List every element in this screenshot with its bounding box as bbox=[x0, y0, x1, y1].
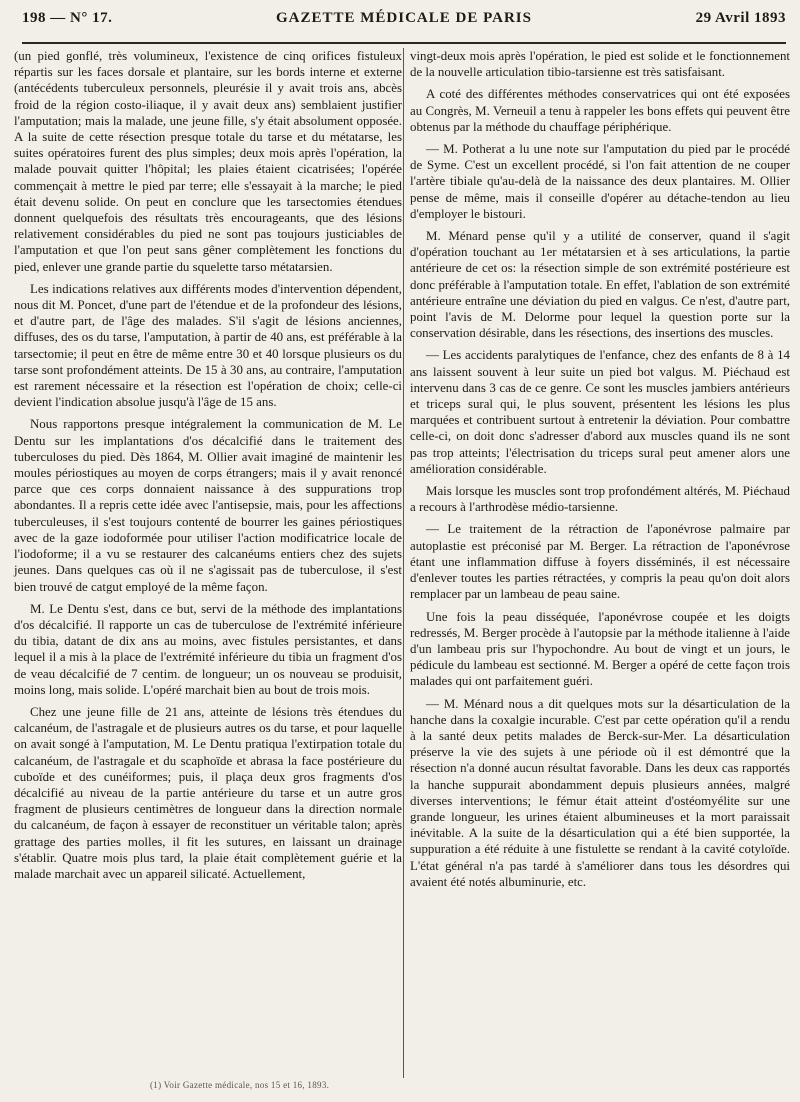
paragraph: Une fois la peau disséquée, l'aponévrose coupée et les doigts redressés, M. Berger procède à l'autopsie par la méthode italienne à l'aide d'un lambeau pris sur l'hypochondre. Au bout de vingt et un jours, le pédicule du lambeau est sectionné. M. Berger a opéré de cette façon trois malades qui ont parfaitement guéri. bbox=[410, 609, 790, 689]
page-header bbox=[22, 10, 786, 40]
paragraph: Chez une jeune fille de 21 ans, atteinte de lésions très étendues du calcanéum, de l'astragale et de plusieurs autres os du tarse, et pour laquelle on avait songé à l'amputation, M. Le Dentu pratiqua l'extirpation totale du calcanéum, de l'astragale et du scaphoïde et abrasa la face postérieure du cuboïde et des cunéiformes; puis, il plaça deux gros fragments d'os décalcifié au niveau de la partie antérieure du tarse et un autre gros fragment de plusieurs centimètres de longueur dans la direction normale du calcanéum, de façon à essayer de reconstituer un véritable talon; après grattage des parties molles, il fit les sutures, en laissant un drainage s'établir. Quatre mois plus tard, la plaie était complètement guérie et la malade marchait avec un appareil silicaté. Actuellement, bbox=[14, 704, 402, 881]
right-column bbox=[410, 48, 790, 896]
left-column bbox=[14, 48, 402, 888]
paragraph: — Le traitement de la rétraction de l'aponévrose palmaire par autoplastie est préconisé par M. Berger. La rétraction de l'aponévrose étant une inflammation diffuse à foyers disséminés, il est nécessaire d'enlever toutes les parties rétractées, y compris la peau qu'on doit alors remplacer par un lambeau de peau saine. bbox=[410, 522, 790, 602]
paragraph: vingt-deux mois après l'opération, le pied est solide et le fonctionnement de la nouvelle articulation tibio-tarsienne est très satisfaisant. bbox=[410, 49, 790, 80]
paragraph: M. Le Dentu s'est, dans ce but, servi de la méthode des implantations d'os décalcifié. Il rapporte un cas de tuberculose de l'extrémité inférieure du tibia, datant de dix ans au moins, avec fistules persistantes, et dans lequel il a mis à la place de l'extrémité inférieure du tibia un fragment d'os de veau décalcifié de 7 centim. de longueur; un os nouveau se produisit, moins long, mais solide. L'opéré marchait bien au bout de trois mois. bbox=[14, 601, 402, 697]
paragraph: — Les accidents paralytiques de l'enfance, chez des enfants de 8 à 14 ans laissent souvent à leur suite un pied bot valgus. M. Piéchaud est intervenu dans 3 cas de ce genre. Ce sont les muscles jambiers antérieurs et triceps sural qui, le plus souvent, présentent les lésions les plus marquées et contribuent surtout à entretenir la déviation. Pour combattre celle-ci, on doit donc s'adresser d'abord aux muscles quand ils ne sont pas trop atteints; l'électrisation du triceps sural peut amener alors une amélioration considérable. bbox=[410, 348, 790, 476]
paragraph: — M. Ménard nous a dit quelques mots sur la désarticulation de la hanche dans la coxalgie incurable. C'est par cette opération qu'il a rendu à la santé deux petits malades de Berck-sur-Mer. La désarticulation préserve la vie des sujets à une période où il est démontré que la résection n'a donné aucun résultat favorable. Dans les deux cas rapportés la hanche suppurait abondamment depuis plusieurs années, malgré diverses interventions; le fémur était atteint d'ostéomyélite sur une grande longueur, les urines étaient albumineuses et la mort paraissait inévitable. A la suite de la désarticulation qui a été bien supportée, la suppuration a été réduite à une fistulette se rendant à la cavité cotyloïde. L'état général n'a pas tardé à s'améliorer dans tous les désordres qui avaient été notés albuminurie, etc. bbox=[410, 696, 790, 889]
journal-title: GAZETTE MÉDICALE DE PARIS bbox=[275, 10, 532, 26]
paragraph: Nous rapportons presque intégralement la communication de M. Le Dentu sur les implantations d'os décalcifié dans le traitement des tuberculoses du pied. Dès 1864, M. Ollier avait imaginé de maintenir les moules périostiques au moyen de corps étrangers; mais il y avait renoncé parce que ces corps donnaient naissance à des suppurations trop abondantes. Il a repris cette idée avec l'antisepsie, mais, pour les affections tuberculeuses, il s'est toujours contenté de bourrer les gaines périostiques avec de la gaze iodoformée pour utiliser l'action modificatrice locale de l'iodoforme; il a vu se restaurer des calcanéums entiers chez des sujets jeunes. Dans quelques cas où il ne s'agissait pas de tuberculose, il s'est bien trouvé de catgut employé de la même façon. bbox=[14, 417, 402, 594]
header-rule bbox=[22, 42, 786, 44]
page-number: 198 — N° 17. bbox=[22, 10, 113, 26]
paragraph: Les indications relatives aux différents modes d'intervention dépendent, nous dit M. Poncet, d'une part de l'étendue et de la profondeur des lésions, et d'autre part, de l'âge des malades. S'il s'agit de lésions anciennes, diffuses, des os du tarse, l'amputation, à partir de 40 ans, est préférable à la tarsectomie; il peut en être de même entre 30 et 40 lorsque plusieurs os du tarse sont profondément atteints. De 15 à 30 ans, au contraire, l'amputation est rarement nécessaire et la résection est l'opération de choix; celle-ci devient l'indication absolue jusqu'à l'âge de 15 ans. bbox=[14, 281, 402, 410]
paragraph: M. Ménard pense qu'il y a utilité de conserver, quand il s'agit d'opération touchant au 1er métatarsien et à ses articulations, la partie antérieure de cet os: la résection simple de son extrémité postérieure est donc préférable à l'amputation totale. En effet, l'ablation de son extrémité antérieure entraîne une déviation du pied en valgus. Ce n'est, d'autre part, point l'avis de M. Delorme pour lequel la question porte sur la conservation désirable, dans les résections, des insertions des muscles. bbox=[410, 229, 790, 341]
paragraph: Mais lorsque les muscles sont trop profondément altérés, M. Piéchaud a recours à l'arthrodèse médio-tarsienne. bbox=[410, 484, 790, 515]
paragraph: A coté des différentes méthodes conservatrices qui ont été exposées au Congrès, M. Verneuil a tenu à rappeler les bons effets qui peuvent être obtenus par la méthode du chauffage périphérique. bbox=[410, 87, 790, 134]
issue-date: 29 Avril 1893 bbox=[695, 10, 786, 26]
paragraph: (un pied gonflé, très volumineux, l'existence de cinq orifices fistuleux répartis sur les faces dorsale et plantaire, sur les bords interne et externe (antécédents tuberculeux personnels, pleurésie il y avait trois ans, abcès froid de la région costo-iliaque, il y avait deux ans) semblaient justifier l'amputation; mais la malade, une jeune fille, s'y était absolument opposée. A la suite de cette résection presque totale du tarse et du métatarse, les suites opératoires furent des plus simples; deux mois après l'opération, la malade pouvait quitter l'hôpital; les plaies étaient cicatrisées; l'opérée commençait à mettre le pied par terre; elle s'essayait à la marche; le pied était devenu solide. On peut en conclure que les tarsectomies étendues donnent quelquefois des résultats très encourageants, que des lésions relativement considérables du pied ne sont pas toujours justiciables de l'amputation et que l'on peut sans gêner complètement les fonctions du pied, enlever une grande partie du squelette tarso métatarsien. bbox=[14, 49, 402, 274]
column-divider bbox=[403, 48, 404, 1078]
footnote: (1) Voir Gazette médicale, nos 15 et 16, 1893. bbox=[150, 1080, 330, 1090]
paragraph: — M. Potherat a lu une note sur l'amputation du pied par le procédé de Syme. C'est un excellent procédé, si l'on fait attention de ne couper l'artère tibiale qu'au-delà de la naissance des deux plantaires. M. Ollier pense de même, mais il conseille d'opérer au détache-tendon au lieu d'employer le bistouri. bbox=[410, 142, 790, 221]
